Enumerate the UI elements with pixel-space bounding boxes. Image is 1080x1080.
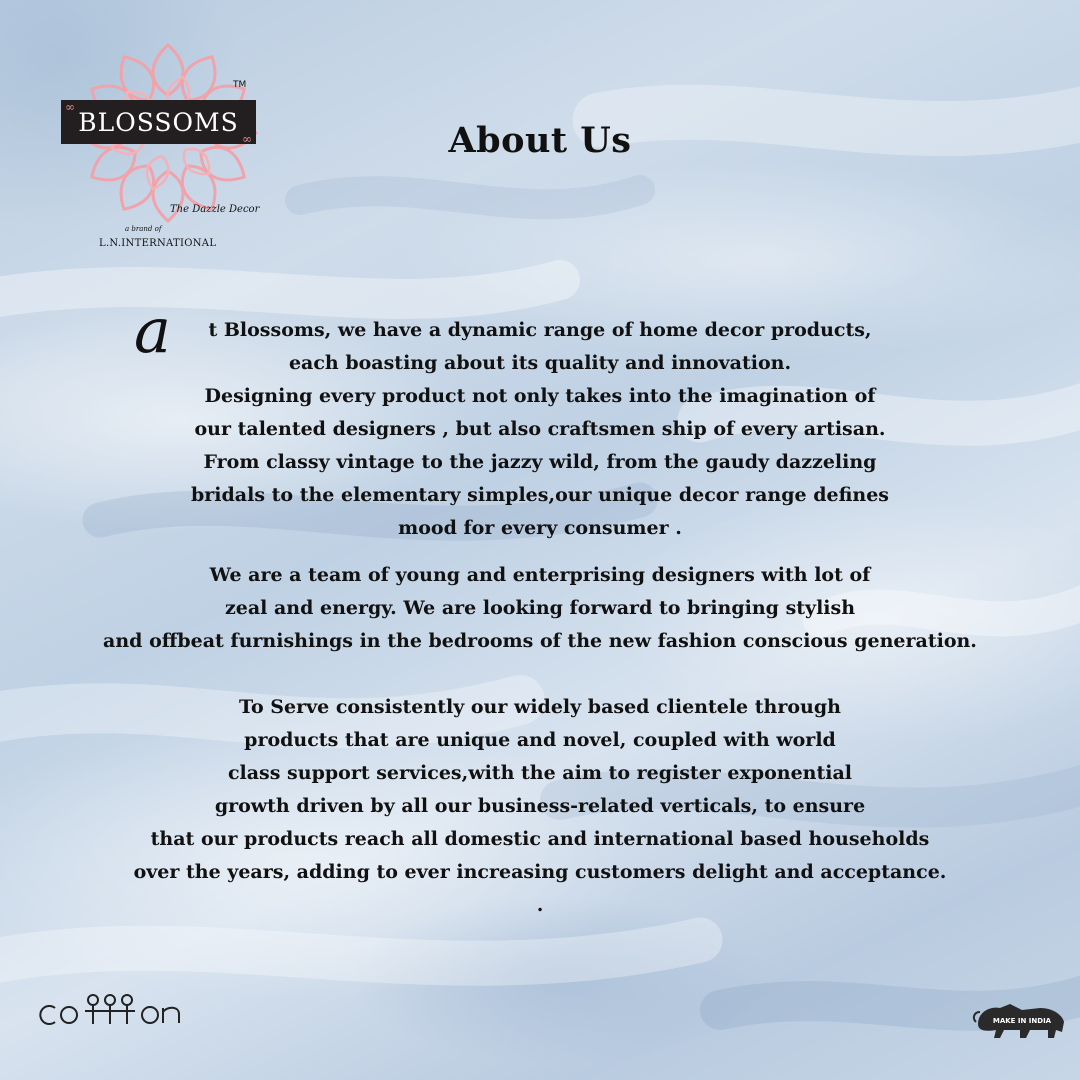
paragraph-line: . [536, 894, 544, 916]
curl-ornament-icon: ∞ [242, 132, 252, 146]
make-in-india-text: MAKE IN INDIA [992, 1017, 1052, 1025]
brand-of-text: a brand of [125, 225, 162, 233]
drop-cap: a [134, 294, 171, 367]
paragraph-line: zeal and energy. We are looking forward to bringing stylish [224, 597, 856, 619]
about-paragraph-mission [0, 691, 1080, 922]
cotton-logo-icon [35, 990, 185, 1030]
trademark-mark: TM [233, 80, 247, 90]
paragraph-line: Designing every product not only takes into the imagination of [204, 385, 876, 407]
about-paragraph-intro [0, 314, 1080, 545]
paragraph-line: mood for every consumer . [398, 517, 682, 539]
brand-tagline: The Dazzle Decor [170, 204, 260, 215]
paragraph-line: each boasting about its quality and innovation. [288, 352, 792, 374]
paragraph-line: bridals to the elementary simples,our unique decor range defines [191, 484, 889, 506]
paragraph-line: From classy vintage to the jazzy wild, from the gaudy dazzeling [203, 451, 877, 473]
paragraph-line: products that are unique and novel, coupled with world [244, 729, 836, 751]
page-title: About Us [448, 120, 632, 161]
paragraph-line: that our products reach all domestic and international based households [150, 828, 930, 850]
paragraph-line: t Blossoms, we have a dynamic range of home decor products, [208, 319, 872, 341]
make-in-india-lion-icon [970, 998, 1070, 1046]
about-paragraph-team [0, 559, 1080, 658]
paragraph-line: and offbeat furnishings in the bedrooms of the new fashion conscious generation. [103, 630, 977, 652]
paragraph-line: growth driven by all our business-related verticals, to ensure [214, 795, 866, 817]
paragraph-line: over the years, adding to ever increasing customers delight and acceptance. [133, 861, 947, 883]
paragraph-line: our talented designers , but also craftsmen ship of every artisan. [194, 418, 886, 440]
paragraph-line: To Serve consistently our widely based clientele through [239, 696, 841, 718]
curl-ornament-icon: ∞ [65, 100, 75, 114]
brand-name: BLOSSOMS [78, 107, 239, 137]
paragraph-line: We are a team of young and enterprising designers with lot of [209, 564, 871, 586]
paragraph-line: class support services,with the aim to register exponential [227, 762, 853, 784]
company-name: L.N.INTERNATIONAL [99, 238, 217, 249]
